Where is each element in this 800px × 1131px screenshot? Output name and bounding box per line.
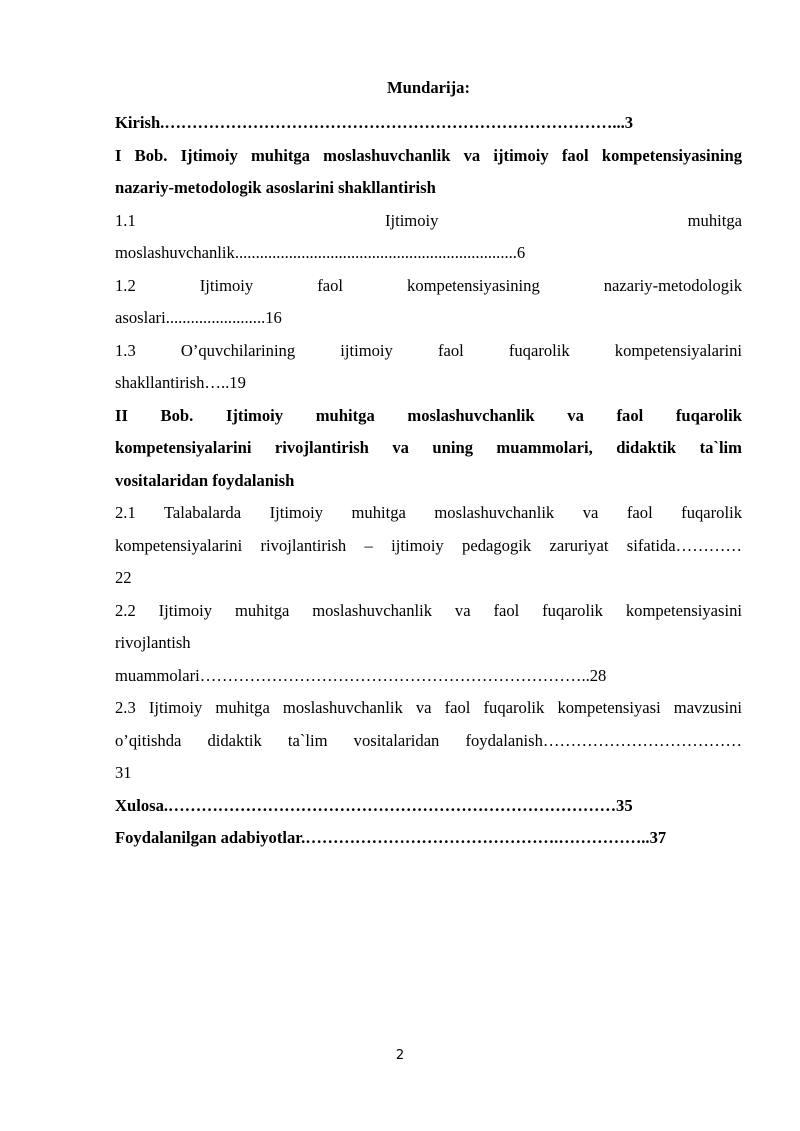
toc-section-2-3-line-3: 31 xyxy=(115,763,132,782)
page-number: 2 xyxy=(395,1048,405,1063)
table-of-contents xyxy=(115,75,742,855)
toc-section-1-2-line-1: 1.2 Ijtimoiy faol kompetensiyasining nazariy-metodologik xyxy=(115,275,742,295)
toc-chapter-2-line-3: vositalaridan foydalanish xyxy=(115,470,295,490)
toc-section-1-2-line-2: asoslari........................16 xyxy=(115,308,282,327)
toc-chapter-1-line-2: nazariy-metodologik asoslarini shakllantirish xyxy=(115,178,436,197)
toc-section-2-2-line-1: 2.2 Ijtimoiy muhitga moslashuvchanlik va faol fuqarolik kompetensiyasini xyxy=(115,600,742,620)
toc-section-2-1-line-3: 22 xyxy=(115,568,132,587)
toc-entry-xulosa: Xulosa.………………………………………………………………………35 xyxy=(115,795,633,815)
toc-section-2-3-line-1: 2.3 Ijtimoiy muhitga moslashuvchanlik va faol fuqarolik kompetensiyasi mavzusini xyxy=(115,698,742,717)
toc-chapter-2-line-2: kompetensiyalarini rivojlantirish va uning muammolari, didaktik ta`lim xyxy=(115,438,742,457)
toc-section-2-2-line-3: muammolari……………………………………………………………..28 xyxy=(115,665,607,685)
toc-section-2-2-line-2: rivojlantish xyxy=(115,633,191,652)
toc-section-2-1-line-2: kompetensiyalarini rivojlantirish – ijtimoiy pedagogik zaruriyat sifatida………… xyxy=(115,535,742,555)
toc-entry-foydalanilgan-adabiyotlar: Foydalanilgan adabiyotlar.……………………………………….……………..37 xyxy=(115,828,667,847)
toc-section-1-3-line-1: 1.3 O’quvchilarining ijtimoiy faol fuqarolik kompetensiyalarini xyxy=(115,340,742,360)
toc-title: Mundarija: xyxy=(387,78,470,97)
toc-section-1-1-line-1: 1.1 Ijtimoiy muhitga xyxy=(115,210,742,230)
toc-chapter-2-line-1: II Bob. Ijtimoiy muhitga moslashuvchanlik va faol fuqarolik xyxy=(115,405,742,425)
toc-section-1-1-line-2: moslashuvchanlik....................................................................6 xyxy=(115,243,526,262)
toc-section-1-3-line-2: shakllantirish…..19 xyxy=(115,373,246,392)
toc-entry-kirish: Kirish.………………………………………………………………………...3 xyxy=(115,113,634,132)
toc-section-2-1-line-1: 2.1 Talabalarda Ijtimoiy muhitga moslashuvchanlik va faol fuqarolik xyxy=(115,503,742,522)
toc-section-2-3-line-2: o’qitishda didaktik ta`lim vositalaridan foydalanish……………………………… xyxy=(115,730,742,750)
toc-chapter-1-line-1: I Bob. Ijtimoiy muhitga moslashuvchanlik va ijtimoiy faol kompetensiyasining xyxy=(115,145,742,165)
